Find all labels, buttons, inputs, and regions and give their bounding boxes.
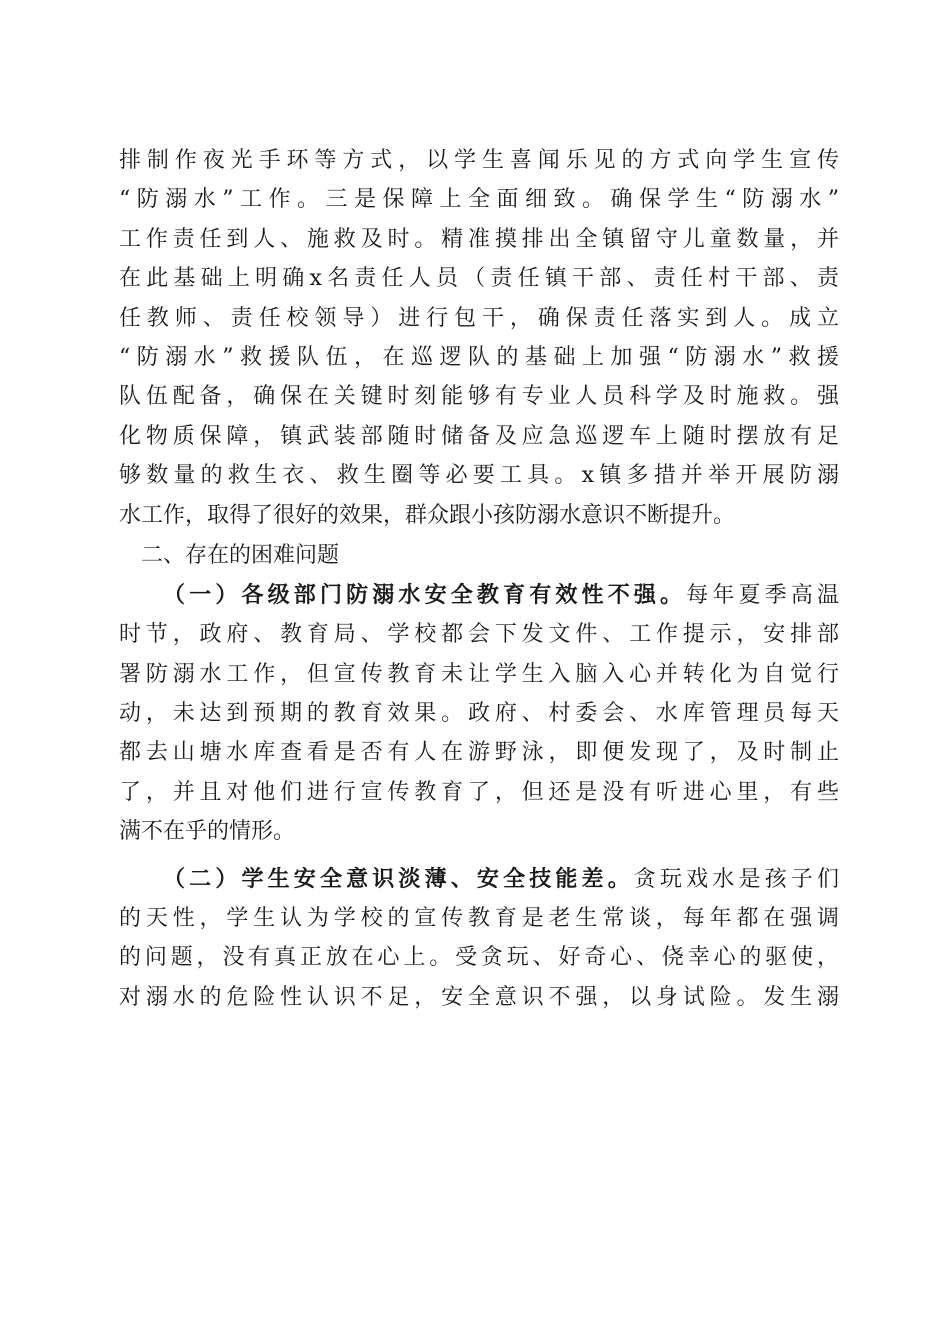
- text-line: 了，并且对他们进行宣传教育了，但还是没有听进心里，有些: [119, 779, 839, 805]
- section-heading: 二、存在的困难问题: [141, 542, 340, 568]
- text-line: 工作责任到人、施救及时。精准摸排出全镇留守儿童数量，并: [119, 226, 839, 252]
- text-line: [119, 576, 839, 615]
- text-line: 水工作，取得了很好的效果，群众跟小孩防溺水意识不断提升。: [119, 502, 736, 528]
- text-line: 在此基础上明确x名责任人员（责任镇干部、责任村干部、责: [119, 266, 839, 292]
- text-line: 时节，政府、教育局、学校都会下发文件、工作提示，安排部: [119, 622, 839, 648]
- paragraph-lead: （二）学生安全意识淡薄、安全技能差。: [163, 865, 634, 892]
- paragraph-issue-1: [119, 576, 839, 852]
- paragraph-lead: （一）各级部门防溺水安全教育有效性不强。: [163, 581, 687, 608]
- paragraph-issue-2: [119, 860, 839, 1018]
- text-line: 对溺水的危险性认识不足，安全意识不强，以身试险。发生溺: [119, 984, 839, 1010]
- text-line: 排制作夜光手环等方式，以学生喜闻乐见的方式向学生宣传: [119, 148, 839, 173]
- text-line: 动，未达到预期的教育效果。政府、村委会、水库管理员每天: [119, 701, 839, 727]
- text-fragment: 贪玩戏水是孩子们: [633, 866, 839, 892]
- document-body: [119, 141, 839, 1017]
- text-line: 的问题，没有真正放在心上。受贪玩、好奇心、侥幸心的驱使，: [119, 945, 839, 971]
- paragraph-safeguard: [119, 141, 839, 535]
- paragraph-spacer: [119, 852, 839, 860]
- text-line: [119, 860, 839, 899]
- text-line: 署防溺水工作，但宣传教育未让学生入脑入心并转化为自觉行: [119, 661, 839, 687]
- text-line: 队伍配备，确保在关键时刻能够有专业人员科学及时施救。强: [119, 384, 839, 410]
- text-line: 任教师、责任校领导）进行包干，确保责任落实到人。成立: [119, 305, 839, 331]
- text-line: “防溺水”救援队伍，在巡逻队的基础上加强“防溺水”救援: [119, 344, 839, 370]
- text-line: 够数量的救生衣、救生圈等必要工具。x镇多措并举开展防溺: [119, 463, 839, 489]
- text-line: 化物质保障，镇武装部随时储备及应急巡逻车上随时摆放有足: [119, 423, 839, 449]
- text-fragment: 每年夏季高温: [686, 582, 839, 608]
- text-line: 都去山塘水库查看是否有人在游野泳，即便发现了，及时制止: [119, 740, 839, 766]
- text-line: “防溺水”工作。三是保障上全面细致。确保学生“防溺水”: [119, 187, 839, 213]
- text-line: 的天性，学生认为学校的宣传教育是老生常谈，每年都在强调: [119, 906, 839, 932]
- text-line: 满不在乎的情形。: [119, 819, 296, 845]
